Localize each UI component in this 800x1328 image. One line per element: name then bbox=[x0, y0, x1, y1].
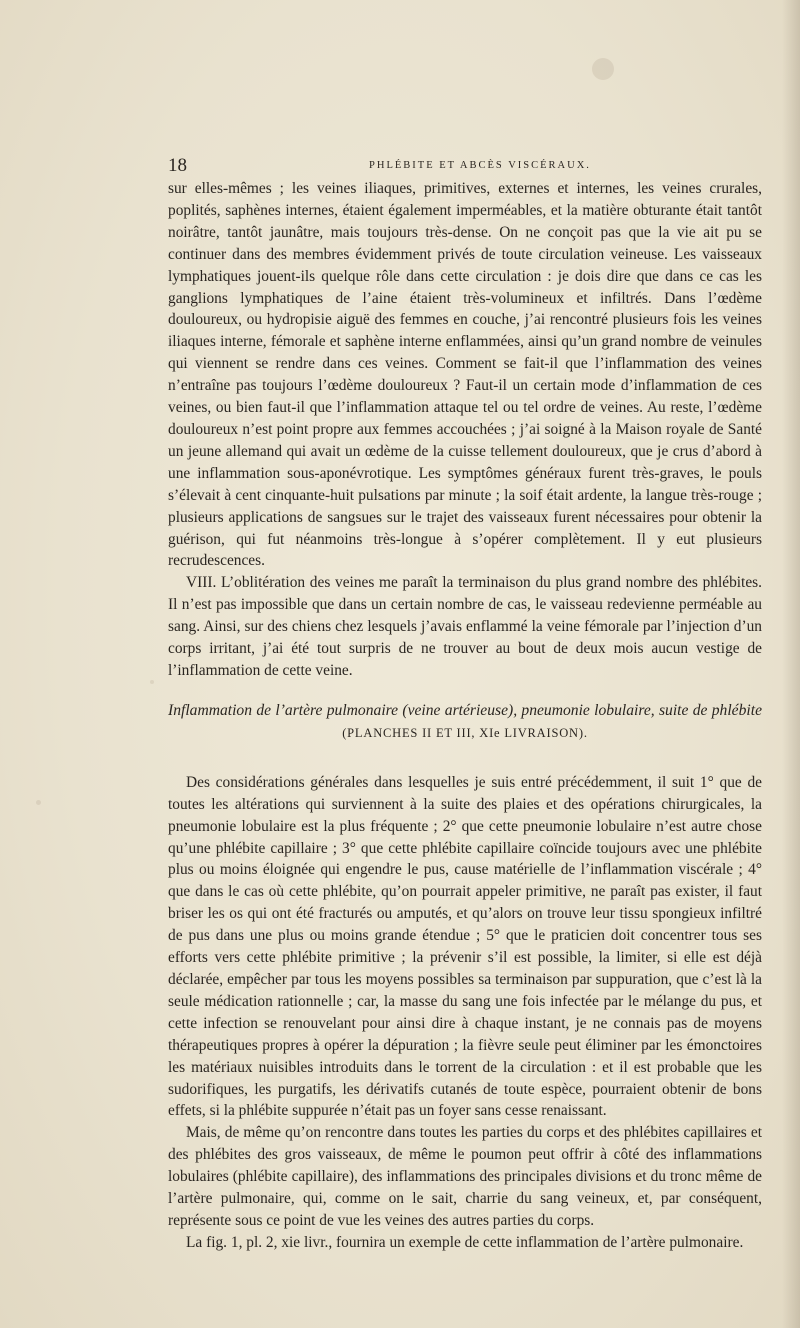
paragraph: VIII. L’oblitération des veines me paraît la terminaison du plus grand nombre des phlébites. Il n’est pas impossible que dans un certain nombre de cas, le vaisseau redevienne perméable au sang. Ainsi, sur des chiens chez lesquels j’avais enflammé la veine fémorale par l’injection d’un corps irritant, j’ai été tout surpris de ne trouver au bout de deux mois aucun vestige de l’inflammation de cette veine. bbox=[168, 574, 762, 679]
spacer bbox=[168, 744, 762, 772]
section-subtitle: (PLANCHES II ET III, XIe LIVRAISON). bbox=[342, 725, 588, 740]
page-header bbox=[168, 155, 762, 177]
paragraph: Des considérations générales dans lesquelles je suis entré précédemment, il suit 1° que de toutes les altérations qui surviennent à la suite des plaies et des opérations chirurgicales, la pneumonie lobulaire est la plus fréquente ; 2° que cette pneumonie lobulaire n’est autre chose qu’une phlébite capillaire ; 3° que cette phlébite capillaire coïncide toujours avec une phlébite plus ou moins éloignée qui engendre le pus, cause matérielle de l’inflammation viscérale ; 4° que dans le cas où cette phlébite, qu’on pourrait appeler primitive, ne paraît pas exister, il faut briser les os qui ont été fracturés ou amputés, et qu’alors on trouve leur tissu spongieux infiltré de pus dans une plus ou moins grande étendue ; 5° que le praticien doit concentrer tous ses efforts vers cette phlébite primitive ; la prévenir s’il est possible, la limiter, si elle est déjà déclarée, empêcher par tous les moyens possibles sa terminaison par suppuration, que c’est là la seule médication rationnelle ; car, la masse du sang une fois infectée par le mélange du pus, et cette infection se renouvelant pour ainsi dire à chaque instant, je ne connais pas de moyens thérapeutiques propres à opérer la dépuration ; la fièvre seule peut éliminer par les émonctoires les matériaux nuisibles introduits dans le torrent de la circulation : et il est probable que les sudorifiques, les purgatifs, les dérivatifs cutanés de toute espèce, pourraient obtenir de bons effets, si la phlébite suppurée n’était pas un foyer sans cesse renaissant. bbox=[168, 773, 762, 1120]
paper-stain bbox=[150, 680, 154, 684]
paragraph: La fig. 1, pl. 2, xie livr., fournira un exemple de cette inflammation de l’artère pulmonaire. bbox=[186, 1233, 744, 1251]
running-title: PHLÉBITE ET ABCÈS VISCÉRAUX. bbox=[369, 160, 591, 171]
paragraph: Mais, de même qu’on rencontre dans toutes les parties du corps et des phlébites capillaires et des phlébites des gros vaisseaux, de même le poumon peut offrir à côté des inflammations lobulaires (phlébite capillaire), des inflammations des principales divisions et du tronc même de l’artère pulmonaire, qui, comme on le sait, charrie du sang veineux, et, par conséquent, représente sous ce point de vue les veines des autres parties du corps. bbox=[168, 1124, 762, 1229]
section-title: Inflammation de l’artère pulmonaire (veine artérieuse), pneumonie lobulaire, suite de phlébite bbox=[168, 701, 762, 719]
page-number: 18 bbox=[168, 155, 187, 176]
paragraph: sur elles-mêmes ; les veines iliaques, primitives, externes et internes, les veines crurales, poplités, saphènes internes, étaient également imperméables, et la matière obturante était tantôt noirâtre, tantôt jaunâtre, mais toujours très-dense. On ne conçoit pas que la vie ait pu se continuer dans des membres évidemment privés de toute circulation veineuse. Les vaisseaux lymphatiques jouent-ils quelque rôle dans cette circulation : je dois dire que dans ce cas les ganglions lymphatiques de l’aine étaient très-volumineux et infiltrés. Dans l’œdème douloureux, ou hydropisie aiguë des femmes en couche, j’ai rencontré plusieurs fois les veines iliaques interne, fémorale et saphène interne enflammées, ainsi qu’un grand nombre de veinules qui viennent se rendre dans ces veines. Comment se fait-il que l’inflammation des veines n’entraîne pas toujours l’œdème douloureux ? Faut-il un certain mode d’inflammation de ces veines, ou bien faut-il que l’inflammation attaque tel ou tel ordre de veines. Au reste, l’œdème douloureux n’est point propre aux femmes accouchées ; j’ai soigné à la Maison royale de Santé un jeune allemand qui avait un œdème de la cuisse tellement douloureux, que je crus d’abord à une inflammation sous-aponévrotique. Les symptômes généraux furent très-graves, le pouls s’élevait à cent cinquante-huit pulsations par minute ; la soif était ardente, la langue très-rouge ; plusieurs applications de sangsues sur le trajet des vaisseaux furent nécessaires pour obtenir la guérison, qui fut néanmoins très-longue à s’opérer complètement. Il y eut plusieurs recrudescences. bbox=[168, 180, 762, 570]
text-body bbox=[168, 178, 762, 1254]
paper-stain bbox=[592, 58, 614, 80]
page-edge-shadow bbox=[782, 0, 800, 1328]
paper-stain bbox=[36, 800, 41, 805]
